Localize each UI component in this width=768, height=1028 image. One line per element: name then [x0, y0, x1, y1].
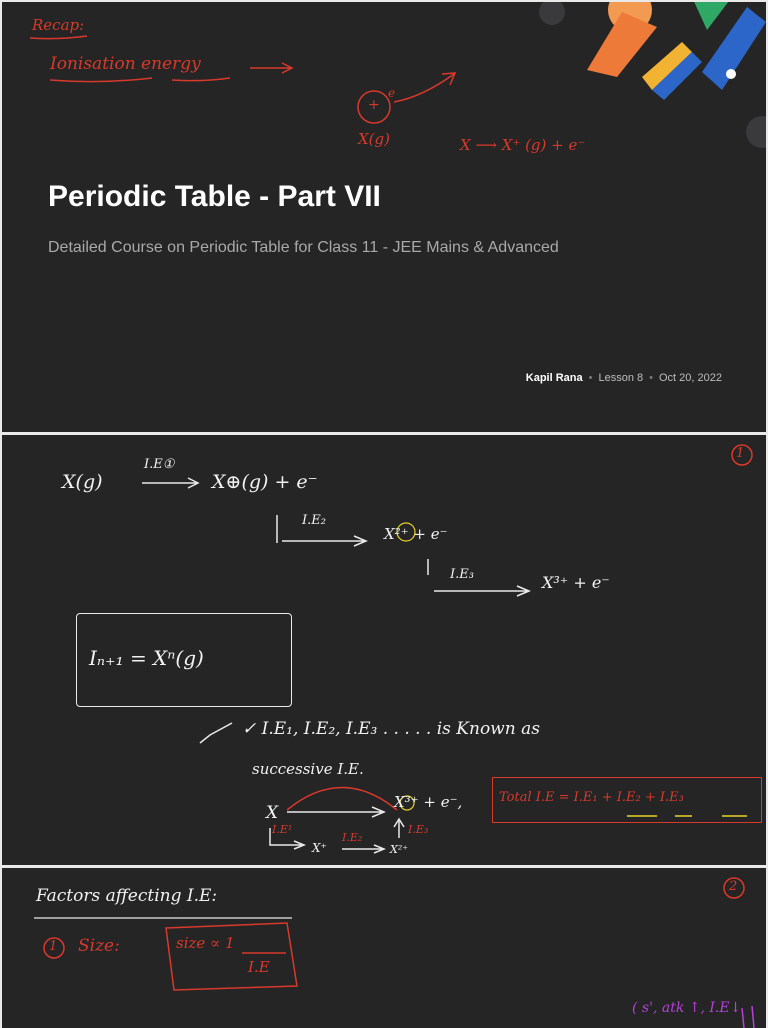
reaction3-arrow-label: I.E₃ — [450, 567, 474, 582]
diagram-ie2: I.E₂ — [342, 831, 363, 844]
diagram-ie3: I.E₃ — [408, 823, 429, 836]
successive-ie-slide — [2, 435, 766, 865]
lesson-date: Oct 20, 2022 — [659, 372, 722, 384]
diagram-x-plus: X⁺ — [312, 841, 327, 855]
formula-box — [76, 613, 292, 707]
size-proportional-top: size ∝ 1 — [176, 934, 235, 952]
page-subtitle: Detailed Course on Periodic Table for Class 11 - JEE Mains & Advanced — [48, 239, 559, 256]
recap-label: Recap: — [32, 16, 85, 34]
author-name: Kapil Rana — [525, 372, 583, 384]
ionisation-energy-heading: Ionisation energy — [50, 54, 201, 74]
total-ie-box — [492, 777, 762, 823]
page-number-1: 1 — [736, 446, 745, 461]
xg-label: X(g) — [358, 130, 390, 148]
diagram-product: X³⁺ + e⁻, — [394, 793, 463, 811]
factors-slide — [2, 868, 766, 1028]
item-number: 1 — [49, 939, 58, 954]
ionisation-equation: X ⟶ X⁺ (g) + e⁻ — [460, 136, 586, 154]
positive-nucleus-label: + — [368, 97, 380, 113]
reaction3-product: X³⁺ + e⁻ — [542, 573, 610, 592]
boxed-formula: Iₙ₊₁ = Xⁿ(g) — [89, 646, 204, 670]
size-label: Size: — [78, 936, 120, 956]
size-proportional-bottom: I.E — [248, 958, 270, 976]
page-number-2: 2 — [729, 879, 738, 894]
lesson-number: Lesson 8 — [598, 372, 644, 384]
reaction2-arrow-label: I.E₂ — [302, 513, 326, 528]
reaction1-product: X⊕(g) + e⁻ — [212, 471, 318, 493]
lesson-meta: Kapil Rana • Lesson 8 • Oct 20, 2022 — [525, 372, 722, 384]
reaction2-product: X²⁺ + e⁻ — [384, 525, 448, 543]
cover-slide — [2, 2, 766, 432]
diagram-x2plus: X²⁺ — [390, 843, 409, 856]
page-title: Periodic Table - Part VII — [48, 180, 381, 213]
diagram-ie1: I.E¹ — [272, 823, 293, 836]
successive-statement: ✓ I.E₁, I.E₂, I.E₃ . . . . . is Known as — [242, 719, 540, 739]
diagram-x: X — [266, 803, 279, 823]
total-ie-formula: Total I.E = I.E₁ + I.E₂ + I.E₃ — [499, 790, 684, 805]
reaction1-reactant: X(g) — [62, 471, 103, 493]
successive-ie-label: successive I.E. — [252, 760, 364, 778]
factors-heading: Factors affecting I.E: — [36, 886, 218, 906]
reaction1-arrow-label: I.E① — [144, 457, 175, 472]
purple-note: ( s', atk ↑, I.E↓ — [632, 1000, 742, 1016]
electron-label: e — [388, 86, 396, 100]
